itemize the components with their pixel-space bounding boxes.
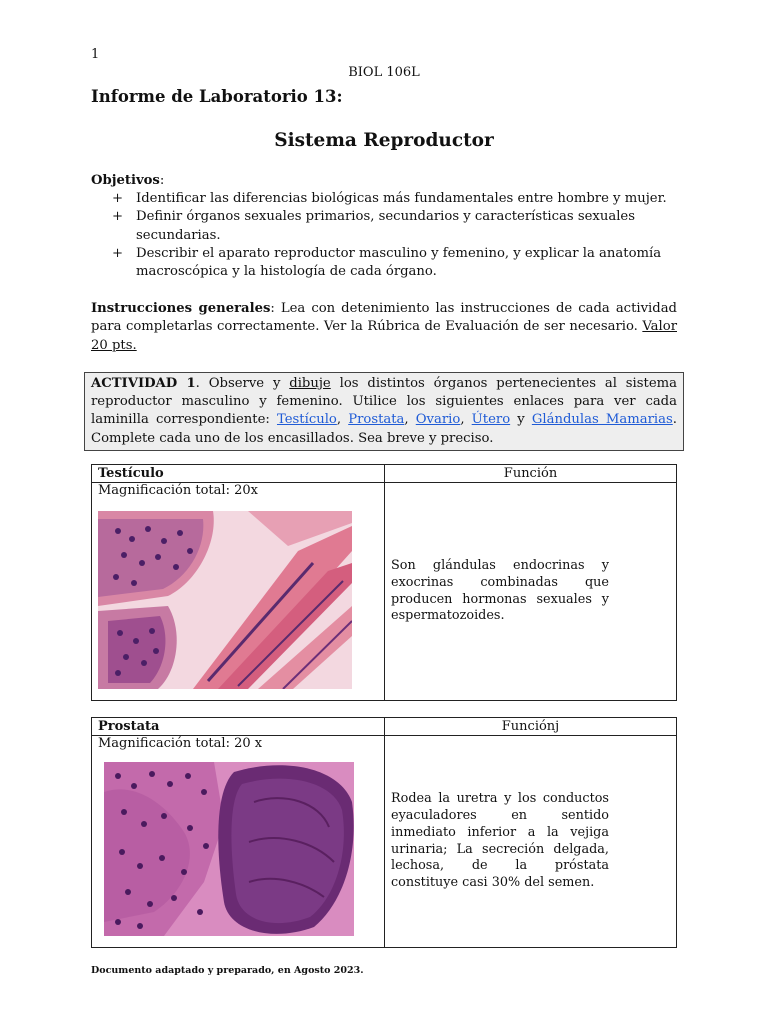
course-code: BIOL 106L (348, 65, 420, 80)
prostate-table (91, 717, 677, 948)
link-utero[interactable]: Útero (471, 412, 511, 428)
objectives-section (91, 172, 681, 281)
link-ovario[interactable]: Ovario (415, 412, 461, 428)
footer-note: Documento adaptado y preparado, en Agosto 2023. (91, 965, 364, 976)
magnification-label: Magnificación total: 20 x (98, 736, 263, 751)
function-header: Función (385, 465, 677, 483)
prostate-histology-image (104, 762, 354, 936)
link-prostata[interactable]: Prostata (348, 412, 405, 428)
plus-bullet-icon: + (112, 191, 124, 207)
testicle-table (91, 464, 677, 701)
objective-item: + Definir órganos sexuales primarios, secundarios y características sexuales secundarias. (112, 209, 635, 243)
objectives-heading: Objetivos: (91, 173, 165, 188)
plus-bullet-icon: + (112, 245, 124, 261)
link-glandulas-mamarias[interactable]: Glándulas Mamarias (531, 412, 673, 428)
function-text: Son glándulas endocrinas y exocrinas combinadas que producen hormonas sexuales y espermatozoides. (391, 557, 609, 624)
plus-bullet-icon: + (112, 209, 124, 225)
page-title: Sistema Reproductor (274, 130, 494, 151)
function-text: Rodea la uretra y los conductos eyaculadores en sentido inmediato inferior a la vejiga urinaria; La secreción delgada, lechosa, de la próstata constituye casi 30% del semen. (391, 791, 609, 891)
function-cell (385, 483, 677, 701)
objectives-list (91, 190, 681, 281)
activity-box: ACTIVIDAD 1. Observe y dibuje los distintos órganos pertenecientes al sistema reproductor masculino y femenino. Utilice los siguientes enlaces para ver cada laminilla correspondiente: Testículo, Prostata, Ovario, Útero y Glándulas Mamarias. Complete cada uno de los encasillados. Sea breve y preciso. (84, 372, 684, 451)
magnification-label: Magnificación total: 20x (98, 483, 258, 498)
organ-name: Prostata (92, 718, 385, 736)
image-cell (92, 483, 385, 701)
page-number: 1 (91, 47, 100, 62)
function-cell (385, 736, 677, 948)
report-title: Informe de Laboratorio 13: (91, 87, 343, 106)
testicle-histology-image (98, 511, 352, 689)
general-instructions: Instrucciones generales: Lea con detenimiento las instrucciones de cada actividad para completarlas correctamente. Ver la Rúbrica de Evaluación de ser necesario. Valor 20 pts. (91, 301, 677, 353)
function-header: Funciónj (385, 718, 677, 736)
objective-item: + Describir el aparato reproductor masculino y femenino, y explicar la anatomía macroscópica y la histología de cada órgano. (112, 245, 662, 280)
link-testiculo[interactable]: Testículo (276, 412, 337, 428)
objective-item: + Identificar las diferencias biológicas más fundamentales entre hombre y mujer. (91, 190, 681, 208)
organ-name: Testículo (92, 465, 385, 483)
image-cell (92, 736, 385, 948)
points-value: Valor 20 pts. (91, 319, 677, 353)
